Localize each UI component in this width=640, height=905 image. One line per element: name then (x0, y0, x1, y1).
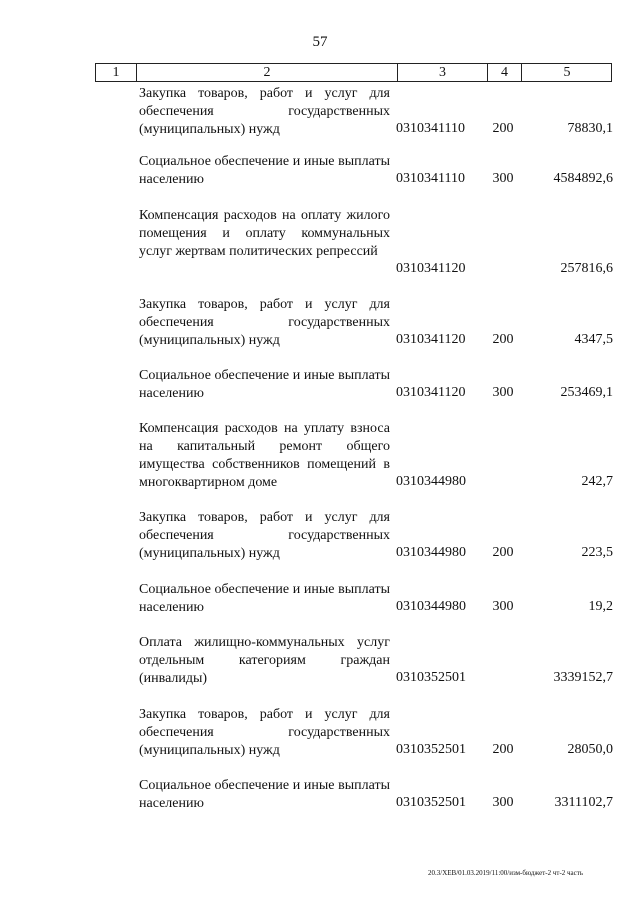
row-name: Социальное обеспечение и иные выплаты населению (139, 582, 390, 615)
row-type: 200 (492, 332, 514, 347)
row-amount: 242,7 (581, 474, 613, 489)
column-header-row (95, 63, 612, 82)
row-type: 300 (492, 385, 514, 400)
row-amount: 19,2 (588, 599, 613, 614)
row-amount: 3339152,7 (553, 670, 613, 685)
row-code: 0310341120 (396, 332, 466, 347)
row-code: 0310341110 (396, 121, 465, 136)
row-name: Компенсация расходов на оплату жилого помещения и оплату коммунальных услуг жертвам политических репрессий (139, 208, 390, 259)
row-type: 200 (492, 742, 514, 757)
row-name: Социальное обеспечение и иные выплаты населению (139, 778, 390, 811)
row-name: Закупка товаров, работ и услуг для обеспечения государственных (муниципальных) нужд (139, 297, 390, 348)
row-type: 200 (492, 121, 514, 136)
row-name: Закупка товаров, работ и услуг для обеспечения государственных (муниципальных) нужд (139, 707, 390, 758)
row-type: 200 (492, 545, 514, 560)
row-amount: 4584892,6 (553, 171, 613, 186)
row-name: Закупка товаров, работ и услуг для обеспечения государственных (муниципальных) нужд (139, 86, 390, 137)
row-type: 300 (492, 599, 514, 614)
document-footer: 20.3/XEB/01.03.2019/11:00/изм-бюджет-2 чт-2 часть (428, 869, 584, 877)
row-code: 0310352501 (396, 742, 466, 757)
row-name: Социальное обеспечение и иные выплаты населению (139, 154, 390, 187)
column-header-2: 2 (263, 65, 271, 80)
row-type: 300 (492, 795, 514, 810)
row-amount: 28050,0 (567, 742, 613, 757)
column-header-1: 1 (112, 65, 120, 80)
row-code: 0310344980 (396, 545, 466, 560)
row-code: 0310344980 (396, 474, 466, 489)
row-name: Компенсация расходов на уплату взноса на капитальный ремонт общего имущества собственников помещений в многоквартирном доме (139, 421, 390, 490)
row-amount: 253469,1 (560, 385, 613, 400)
row-name: Оплата жилищно-коммунальных услуг отдельным категориям граждан (инвалиды) (139, 635, 390, 686)
row-code: 0310341110 (396, 171, 465, 186)
row-amount: 78830,1 (567, 121, 613, 136)
row-name: Социальное обеспечение и иные выплаты населению (139, 368, 390, 401)
row-name: Закупка товаров, работ и услуг для обеспечения государственных (муниципальных) нужд (139, 510, 390, 561)
row-amount: 4347,5 (574, 332, 613, 347)
column-header-5: 5 (563, 65, 571, 80)
column-header-3: 3 (439, 65, 446, 80)
row-type: 300 (492, 171, 514, 186)
row-amount: 223,5 (581, 545, 613, 560)
column-header-4: 4 (501, 65, 508, 80)
row-code: 0310341120 (396, 261, 466, 276)
row-code: 0310352501 (396, 670, 466, 685)
row-code: 0310352501 (396, 795, 466, 810)
page-number: 57 (312, 34, 328, 50)
row-amount: 257816,6 (560, 261, 613, 276)
row-code: 0310341120 (396, 385, 466, 400)
row-code: 0310344980 (396, 599, 466, 614)
row-amount: 3311102,7 (554, 795, 613, 810)
